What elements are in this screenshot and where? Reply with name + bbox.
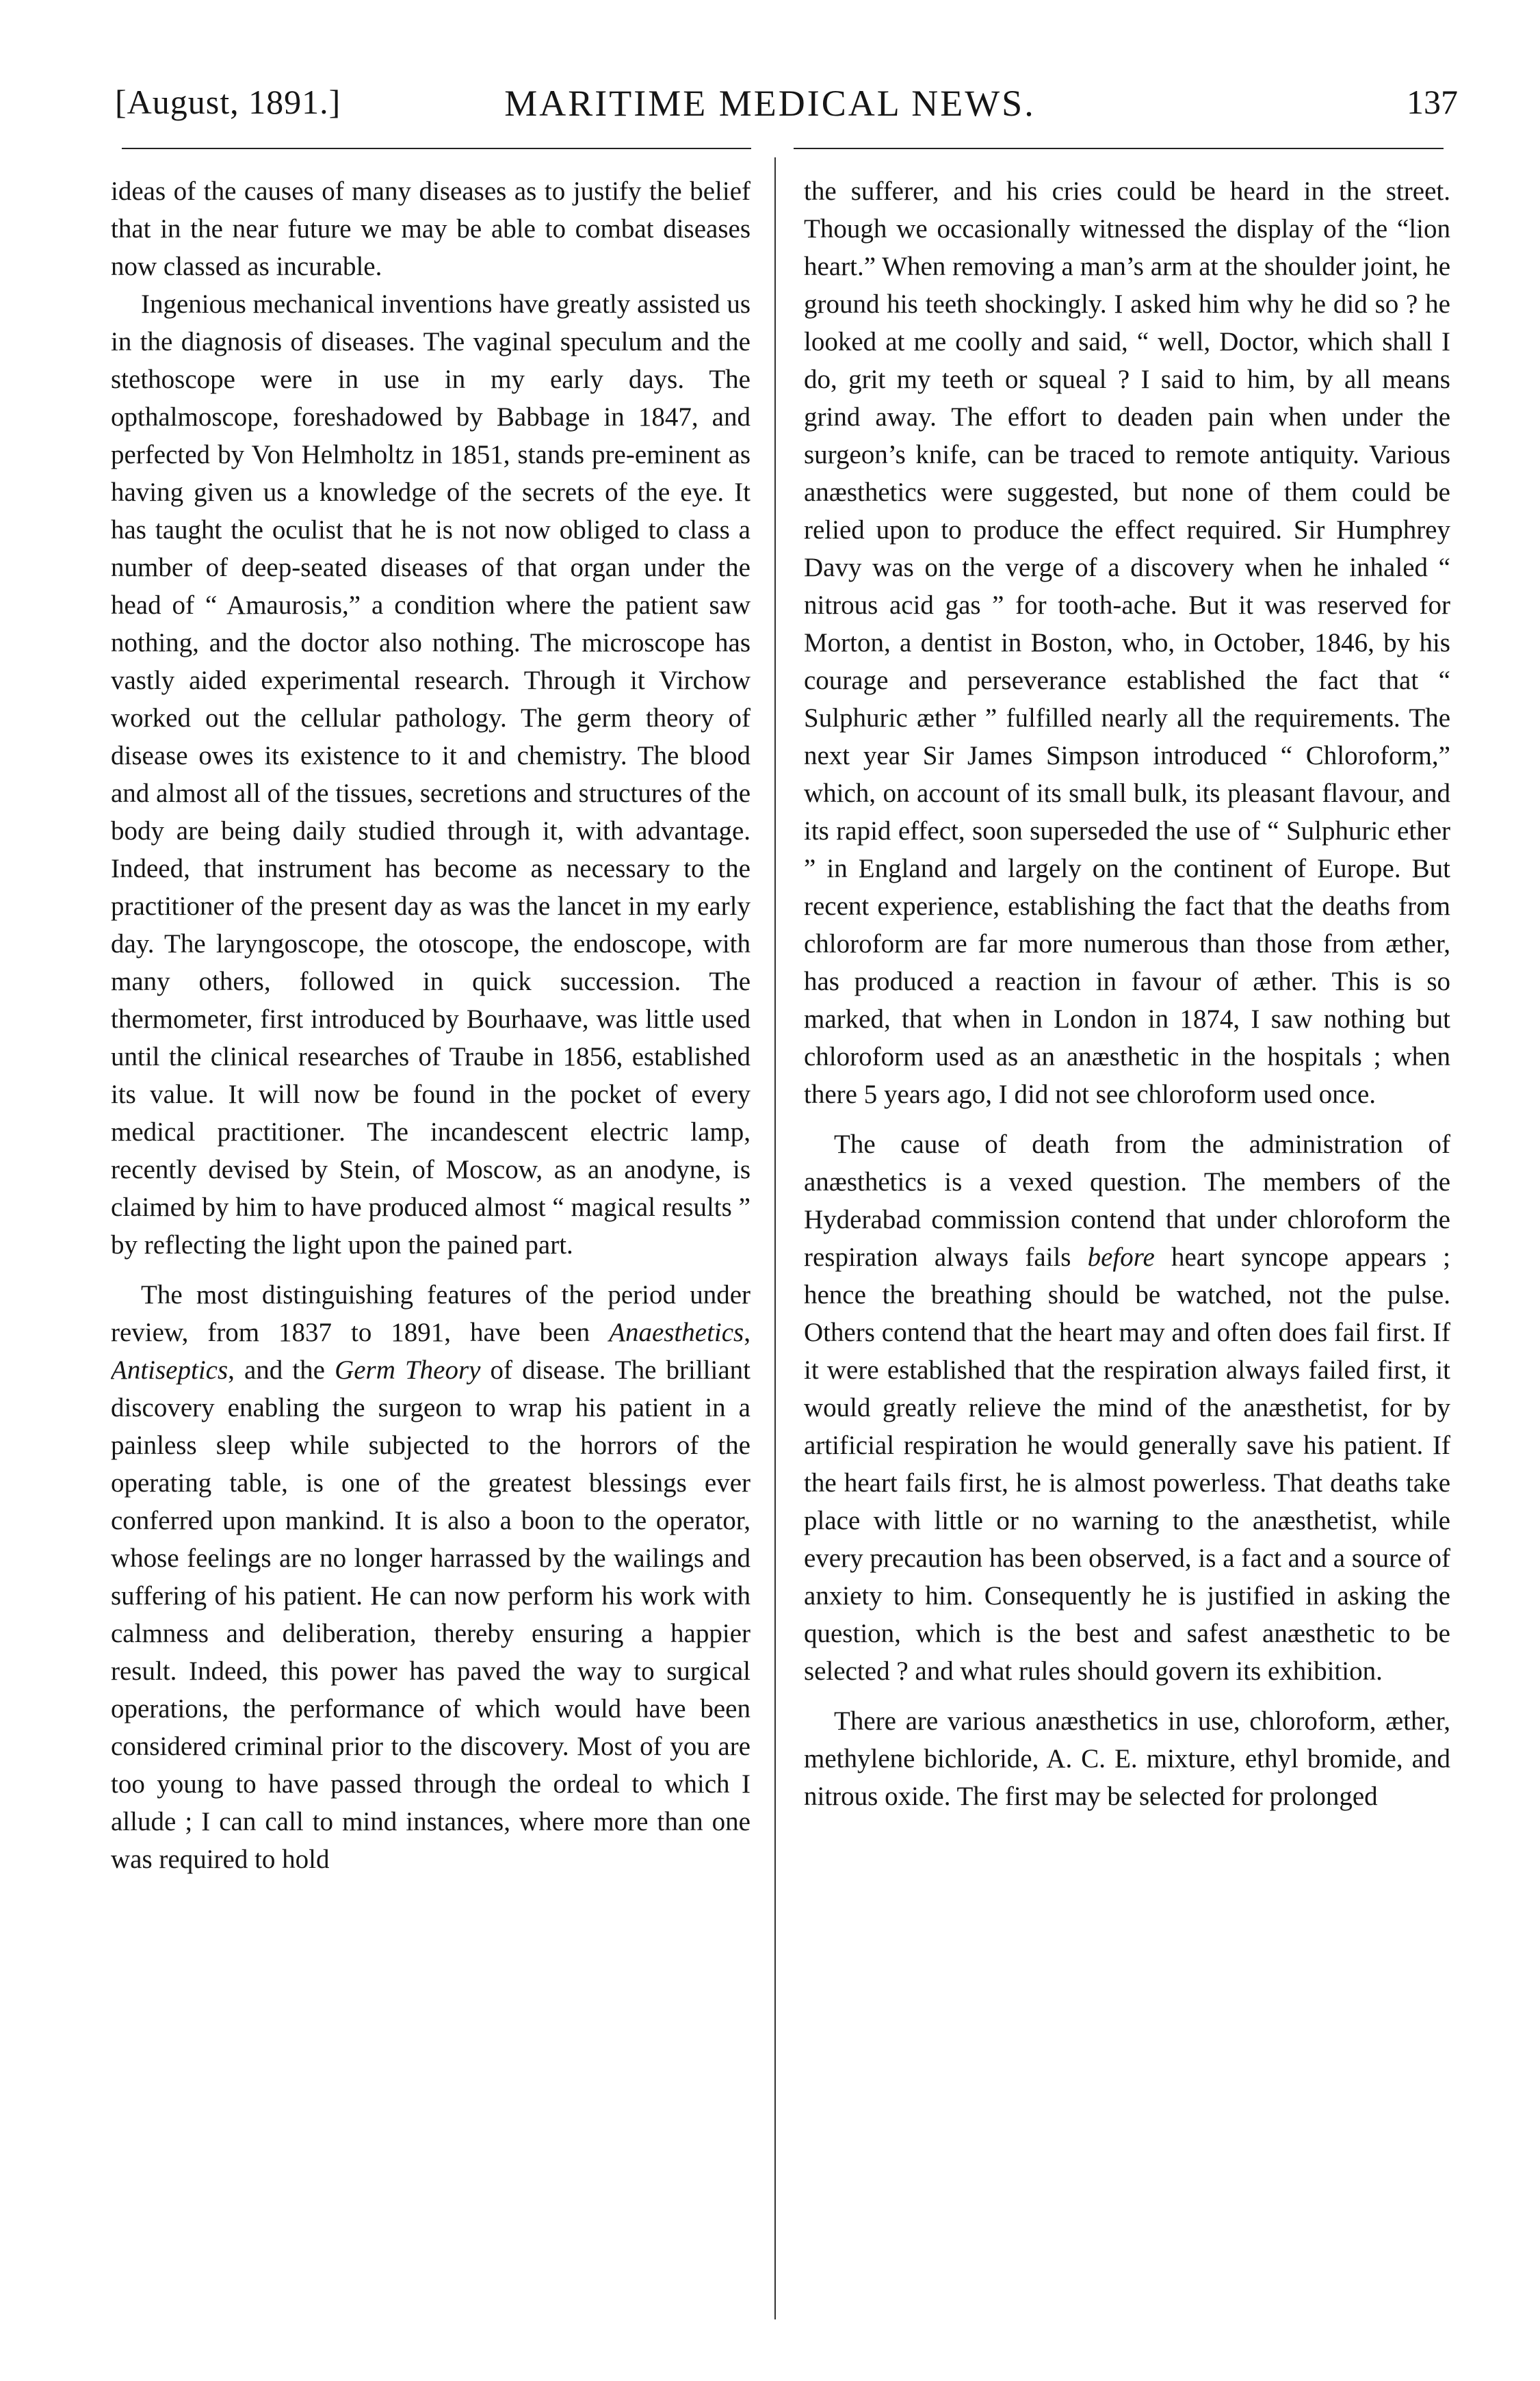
right-column bbox=[804, 172, 1450, 2341]
italic-antiseptics: Antiseptics bbox=[111, 1355, 229, 1385]
running-head bbox=[0, 82, 1540, 137]
paragraph-various-anaesthetics: There are various anæsthetics in use, chloroform, æther, methylene bichloride, A. C. E. mixture, ethyl bromide, and nitrous oxide. The first may be selected for prolonged bbox=[804, 1706, 1450, 1811]
text-run: heart syncope appears ; hence the breathing should be watched, not the pulse. Others contend that the heart may and often does fail first. If it were established that the respiration always failed first, it would greatly relieve the mind of the anæsthetist, for by artificial respiration he would generally save his patient. If the heart fails first, he is almost powerless. That deaths take place with little or no warning to the anæsthetist, while every precaution has been observed, is a fact and a source of anxiety to him. Consequently he is justified in asking the question, which is the best and safest anæsthetic to be selected ? and what rules should govern its exhibition. bbox=[804, 1242, 1450, 1686]
page-number: 137 bbox=[1407, 83, 1458, 121]
text-run: of disease. The brilliant discovery enabling the surgeon to wrap his patient in a painless sleep while subjected to the horrors of the operating table, is one of the greatest blessings ever conferred upon mankind. It is also a boon to the operator, whose feelings are no longer harrassed by the wailings and suffering of his patient. He can now perform his work with calmness and deliberation, thereby ensuring a happier result. Indeed, this power has paved the way to surgical operations, the performance of which would have been considered criminal prior to the discovery. Most of you are too young to have passed through the ordeal to which I allude ; I can call to mind instances, where more than one was required to hold bbox=[111, 1355, 751, 1874]
paragraph-continuation: the sufferer, and his cries could be heard in the street. Though we occasionally witnessed the display of the “lion heart.” When removing a man’s arm at the shoulder joint, he ground his teeth shockingly. I asked him why he did so ? he looked at me coolly and said, “ well, Doctor, which shall I do, grit my teeth or squeal ? I said to him, by all means grind away. The effort to deaden pain when under the surgeon’s knife, can be traced to remote antiquity. Various anæsthetics were suggested, but none of them could be relied upon to produce the effect required. Sir Humphrey Davy was on the verge of a discovery when he inhaled “ nitrous acid gas ” for tooth-ache. But it was reserved for Morton, a dentist in Boston, who, in October, 1846, by his courage and perseverance established the fact that “ Sulphuric æther ” fulfilled nearly all the requirements. The next year Sir James Simpson introduced “ Chloroform,” which, on account of its small bulk, its pleasant flavour, and its rapid effect, soon superseded the use of “ Sulphuric ether ” in England and largely on the continent of Europe. But recent experience, establishing the fact that the deaths from chloroform are far more numerous than those from æther, has produced a reaction in favour of æther. This is so marked, that when in London in 1874, I saw nothing but chloroform used as an anæsthetic in the hospitals ; when there 5 years ago, I did not see chloroform used once. bbox=[804, 177, 1450, 1109]
paragraph-cause-of-death bbox=[804, 1126, 1450, 1690]
paragraph-instruments: Ingenious mechanical inventions have greatly assisted us in the diagnosis of diseases. The vaginal speculum and the stethoscope were in use in my early days. The opthalmoscope, foreshadowed by Babbage in 1847, and perfected by Von Helmholtz in 1851, stands pre-eminent as having given us a knowledge of the secrets of the eye. It has taught the oculist that he is not now obliged to class a number of deep-seated diseases of that organ under the head of “ Amaurosis,” a condition where the patient saw nothing, and the doctor also nothing. The microscope has vastly aided experimental research. Through it Virchow worked out the cellular pathology. The germ theory of disease owes its existence to it and chemistry. The blood and almost all of the tissues, secretions and structures of the body are being daily studied through it, with advantage. Indeed, that instrument has become as necessary to the practitioner of the present day as was the lancet in my early day. The laryngoscope, the otoscope, the endoscope, with many others, followed in quick succession. The thermometer, first introduced by Bourhaave, was little used until the clinical researches of Traube in 1856, established its value. It will now be found in the pocket of every medical practitioner. The incandescent electric lamp, recently devised by Stein, of Moscow, as an anodyne, is claimed by him to have produced almost “ magical results ” by reflecting the light upon the pained part. bbox=[111, 289, 751, 1260]
header-rule-left bbox=[122, 148, 751, 149]
issue-date: [August, 1891.] bbox=[115, 83, 341, 121]
italic-anaesthetics: Anaesthetics bbox=[609, 1318, 744, 1347]
text-run: The most distinguishing features of the period under review, from 1837 to 1891, have been bbox=[111, 1280, 751, 1347]
text-run: , bbox=[744, 1318, 751, 1347]
text-run: , and the bbox=[228, 1355, 335, 1385]
paragraph-distinguishing-features bbox=[111, 1276, 751, 1878]
italic-germ-theory: Germ Theory bbox=[335, 1355, 481, 1385]
header-rule-right bbox=[794, 148, 1444, 149]
italic-before: before bbox=[1087, 1242, 1155, 1272]
paragraph-continuation: ideas of the causes of many diseases as to justify the belief that in the near future we may be able to combat diseases now classed as incurable. bbox=[111, 177, 751, 281]
text-run: The cause of death from the administration of anæsthetics is a vexed question. The members of the Hyderabad commission contend that under chloroform the respiration always fails bbox=[804, 1130, 1450, 1272]
left-column bbox=[111, 172, 751, 2341]
journal-title: MARITIME MEDICAL NEWS. bbox=[504, 83, 1036, 124]
column-divider bbox=[774, 157, 776, 2319]
